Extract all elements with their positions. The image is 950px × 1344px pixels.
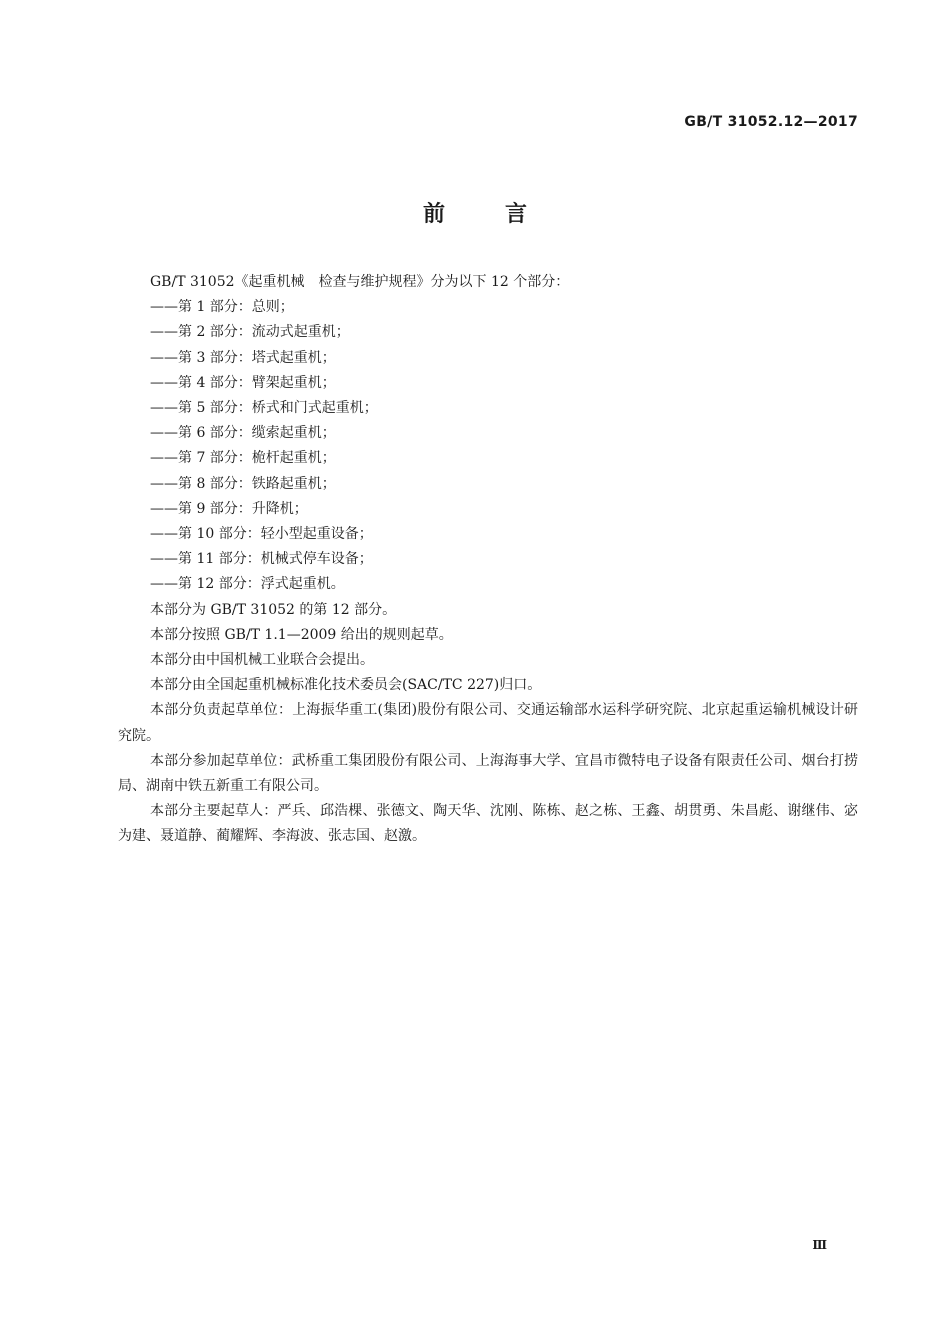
list-item: ——第 3 部分：塔式起重机； (150, 349, 336, 366)
paragraph-part-number: 本部分为 GB/T 31052 的第 12 部分。 (150, 601, 397, 618)
paragraph-main-authors: 本部分主要起草人：严兵、邱浩棵、张德文、陶天华、沈刚、陈栋、赵之栋、王鑫、胡贯勇、朱昌彪、谢继伟、宓为建、聂道静、蔺耀辉、李海波、张志国、赵激。 (118, 803, 858, 845)
list-item: ——第 11 部分：机械式停车设备； (150, 551, 373, 568)
list-item: ——第 7 部分：桅杆起重机； (150, 450, 336, 467)
foreword-body (118, 270, 858, 850)
page-number: Ⅲ (812, 1238, 826, 1252)
paragraph-lead-drafters: 本部分负责起草单位：上海振华重工(集团)股份有限公司、交通运输部水运科学研究院、北京起重运输机械设计研究院。 (118, 702, 858, 744)
list-item: ——第 10 部分：轻小型起重设备； (150, 526, 373, 543)
paragraph-drafting-rules: 本部分按照 GB/T 1.1—2009 给出的规则起草。 (150, 626, 453, 643)
parts-list (118, 295, 858, 597)
list-item: ——第 12 部分：浮式起重机。 (150, 576, 345, 593)
list-item: ——第 1 部分：总则； (150, 299, 294, 316)
list-item: ——第 9 部分：升降机； (150, 500, 308, 517)
list-item: ——第 6 部分：缆索起重机； (150, 425, 336, 442)
list-item: ——第 8 部分：铁路起重机； (150, 475, 336, 492)
paragraph-participating-drafters: 本部分参加起草单位：武桥重工集团股份有限公司、上海海事大学、宜昌市微特电子设备有限责任公司、烟台打捞局、湖南中铁五新重工有限公司。 (118, 752, 858, 795)
standard-number: GB/T 31052.12—2017 (684, 114, 858, 130)
list-item: ——第 5 部分：桥式和门式起重机； (150, 400, 378, 417)
intro-line: GB/T 31052《起重机械 检查与维护规程》分为以下 12 个部分： (150, 274, 570, 290)
list-item: ——第 2 部分：流动式起重机； (150, 324, 350, 341)
paragraph-committee: 本部分由全国起重机械标准化技术委员会(SAC/TC 227)归口。 (150, 677, 542, 694)
paragraph-proposer: 本部分由中国机械工业联合会提出。 (150, 652, 374, 669)
list-item: ——第 4 部分：臂架起重机； (150, 374, 336, 391)
page-title: 前言 (422, 202, 587, 227)
